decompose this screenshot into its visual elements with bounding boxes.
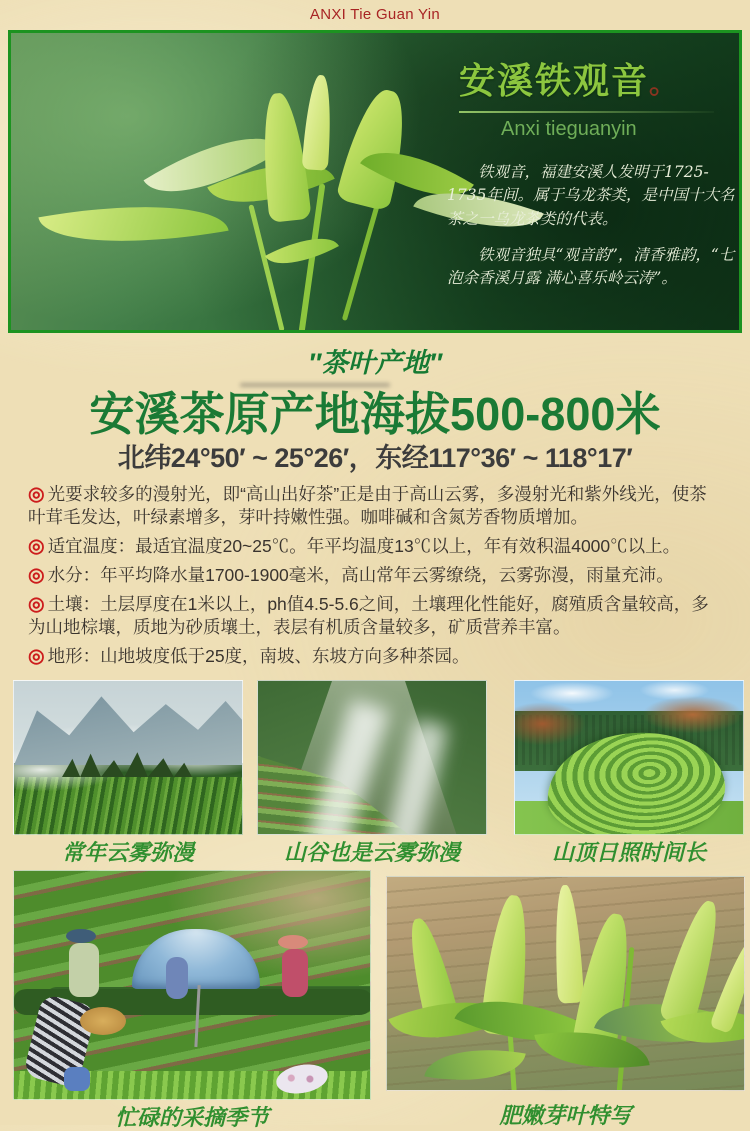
bullseye-bullet-icon: ◎ bbox=[28, 484, 45, 505]
fact-light: 光要求较多的漫射光，即“高山出好茶”正是由于高山云雾，多漫射光和紫外线光，使茶叶茸毛发达，叶绿素增多，芽叶持嫩性强。咖啡碱和含氮芳香物质增加。 bbox=[28, 484, 707, 527]
list-item bbox=[28, 564, 722, 587]
page-header bbox=[0, 0, 750, 28]
fact-soil: 土壤：土层厚度在1米以上，ph值4.5-5.6之间，土壤理化性能好，腐殖质含量较高，多为山地棕壤，质地为砂质壤土，表层有机质含量较多，矿质营养丰富。 bbox=[28, 594, 709, 637]
photo-caption: 山谷也是云雾弥漫 bbox=[283, 840, 460, 866]
straw-hat bbox=[80, 1007, 126, 1035]
tea-picker bbox=[166, 957, 188, 999]
banner-title-en: Anxi tieguanyin bbox=[501, 118, 637, 140]
gallery-column bbox=[386, 876, 745, 1129]
tea-picker-hat bbox=[278, 935, 308, 949]
photo-caption: 忙碌的采摘季节 bbox=[114, 1105, 269, 1131]
origin-heading: 安溪茶原产地海拔500-800米 bbox=[89, 388, 661, 440]
floral-hat bbox=[274, 1061, 330, 1098]
list-item bbox=[28, 483, 722, 529]
fact-water: 水分：年平均降水量1700-1900毫米，高山常年云雾缭绕，云雾弥漫，雨量充沛。 bbox=[47, 565, 674, 585]
banner-title-period: 。 bbox=[649, 68, 678, 99]
photo-misty-mountains bbox=[13, 680, 243, 835]
tea-stem bbox=[248, 204, 284, 331]
origin-coordinates: 北纬24°50′ ~ 25°26′，东经117°36′ ~ 118°17′ bbox=[117, 443, 633, 473]
photo-caption: 常年云雾弥漫 bbox=[61, 840, 194, 866]
photo-misty-valley bbox=[257, 680, 487, 835]
ink-smudge bbox=[240, 383, 390, 387]
tea-picker bbox=[69, 943, 99, 997]
product-banner bbox=[8, 30, 742, 333]
photo-caption: 山顶日照时间长 bbox=[551, 840, 706, 866]
origin-facts-list bbox=[28, 483, 722, 668]
tea-leaf bbox=[336, 84, 417, 212]
fact-terrain: 地形：山地坡度低于25度，南坡、东坡方向多种茶园。 bbox=[47, 646, 470, 666]
bullseye-bullet-icon: ◎ bbox=[28, 594, 45, 615]
bullseye-bullet-icon: ◎ bbox=[28, 646, 45, 667]
fact-temperature: 适宜温度：最适宜温度20~25℃。年平均温度13℃以上，年有效积温4000℃以上。 bbox=[47, 536, 681, 556]
tea-leaf bbox=[38, 185, 228, 262]
terraced-mound bbox=[543, 727, 728, 835]
tea-leaf bbox=[265, 223, 339, 279]
tea-picker bbox=[282, 949, 308, 997]
bullseye-bullet-icon: ◎ bbox=[28, 536, 45, 557]
banner-paragraph-2: 铁观音独具“观音韵”，清香雅韵，“七泡余香溪月露 满心喜乐岭云涛”。 bbox=[447, 245, 735, 287]
gallery-column bbox=[257, 680, 487, 866]
bag bbox=[64, 1067, 90, 1091]
list-item bbox=[28, 645, 722, 668]
bullseye-bullet-icon: ◎ bbox=[28, 565, 45, 586]
banner-description bbox=[447, 161, 735, 290]
page-title: ANXI Tie Guan Yin bbox=[309, 5, 441, 23]
gallery-column bbox=[13, 870, 371, 1131]
tea-bud bbox=[552, 884, 584, 1003]
gallery-top bbox=[13, 680, 750, 866]
banner-title-cn: 安溪铁观音 bbox=[459, 60, 650, 101]
tea-bud bbox=[302, 74, 335, 171]
gallery-column bbox=[514, 680, 744, 866]
photo-tea-buds bbox=[386, 876, 745, 1091]
tea-picker-hat bbox=[66, 929, 96, 943]
umbrella bbox=[132, 929, 260, 989]
list-item bbox=[28, 593, 722, 639]
gallery-bottom bbox=[13, 870, 750, 1131]
photo-terraced-hill bbox=[514, 680, 744, 835]
photo-caption: 肥嫩芽叶特写 bbox=[499, 1103, 632, 1129]
tea-leaf bbox=[144, 109, 284, 221]
gallery-column bbox=[13, 680, 243, 866]
banner-divider-line bbox=[459, 111, 714, 113]
photo-tea-picking bbox=[13, 870, 371, 1100]
list-item bbox=[28, 535, 722, 558]
banner-paragraph-1: 铁观音，福建安溪人发明于1725-1735年间。属于乌龙茶类，是中国十大名茶之一乌龙茶类的代表。 bbox=[447, 163, 735, 228]
section-title: ″茶叶产地″ bbox=[308, 348, 442, 378]
mountain-ridge bbox=[14, 687, 243, 765]
banner-title-block bbox=[459, 53, 734, 141]
